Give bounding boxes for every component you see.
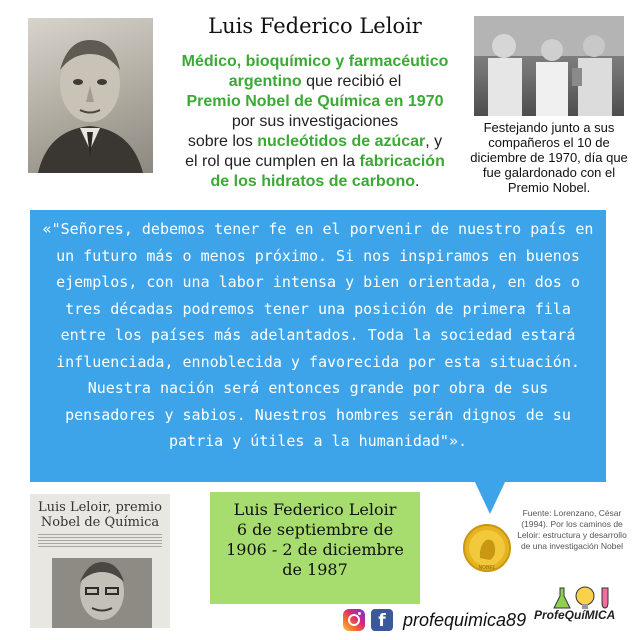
leloir-portrait	[28, 18, 153, 173]
dates-line: de 1987	[282, 560, 348, 579]
logo-text: ProfeQuíMICA	[534, 608, 616, 622]
newspaper-text-lines	[38, 534, 162, 548]
bio-text-fragment: por sus investigaciones	[231, 113, 399, 130]
bio-text-fragment: el rol que cumplen en la	[185, 153, 360, 170]
dates-name: Luis Federico Leloir	[233, 500, 397, 519]
bio-topic: nucleótidos de azúcar	[257, 133, 426, 150]
bio-text-fragment: sobre los	[187, 133, 258, 150]
page-title: Luis Federico Leloir	[208, 14, 422, 38]
newspaper-photo	[52, 558, 152, 628]
social-handle[interactable]: profequimica89	[403, 609, 527, 630]
newspaper-portrait	[52, 558, 152, 628]
lab-glassware-icon	[550, 584, 620, 610]
photo-caption: Festejando junto a sus compañeros el 10 de diciembre de 1970, día que fue galardonado con el Premio Nobel.	[470, 120, 628, 195]
bio-topic: de los hidratos de carbono	[210, 173, 416, 190]
bio-text-fragment: .	[415, 173, 420, 190]
nobel-medal-svg	[462, 520, 512, 576]
quote-tail	[474, 480, 506, 514]
source-citation: Fuente: Lorenzano, César (1994). Por los caminos de Leloir: estructura y desarrollo de una investigación Nobel	[517, 508, 627, 551]
celebration-photo	[474, 16, 624, 116]
bio-text	[158, 52, 472, 192]
celebration-illustration	[474, 16, 624, 116]
bio-text-fragment: , y	[425, 133, 443, 150]
quote-box	[30, 210, 606, 482]
facebook-icon[interactable]: f	[371, 609, 393, 631]
bio-text-fragment: que recibió el	[301, 73, 402, 90]
medal-label: NOBEL	[478, 565, 496, 571]
newspaper-clipping	[30, 494, 170, 628]
portrait-illustration	[28, 18, 153, 173]
bio-award: Premio Nobel de Química en 1970	[186, 93, 444, 110]
quote-text: «"Señores, debemos tener fe en el porvenir de nuestro país en un futuro más o menos próximo. Si nos inspiramos en buenos ejemplos, con una labor intensa y bien orientada, en dos o tres décadas podremos tener una posición de primera fila entre los países más adelantados. Toda la sociedad estará influenciada, ennoblecida y favorecida por esta situación. Nuestra nación será entonces grande por obra de sus pensadores y sabios. Nuestros hombres serán dignos de su patria y útiles a la humanidad"».	[42, 220, 594, 450]
dates-line: 6 de septiembre de	[236, 520, 394, 539]
dates-box	[210, 492, 420, 604]
newspaper-headline: Luis Leloir, premio Nobel de Química	[37, 500, 163, 530]
profequimica-logo	[530, 584, 630, 636]
bio-profession: Médico, bioquímico y farmacéutico	[181, 53, 449, 70]
social-links	[343, 608, 526, 632]
bio-nationality: argentino	[228, 73, 302, 90]
dates-line: 1906 - 2 de diciembre	[226, 540, 404, 559]
nobel-medal-icon	[462, 520, 512, 576]
bio-topic: fabricación	[359, 153, 445, 170]
instagram-icon[interactable]	[343, 609, 365, 631]
